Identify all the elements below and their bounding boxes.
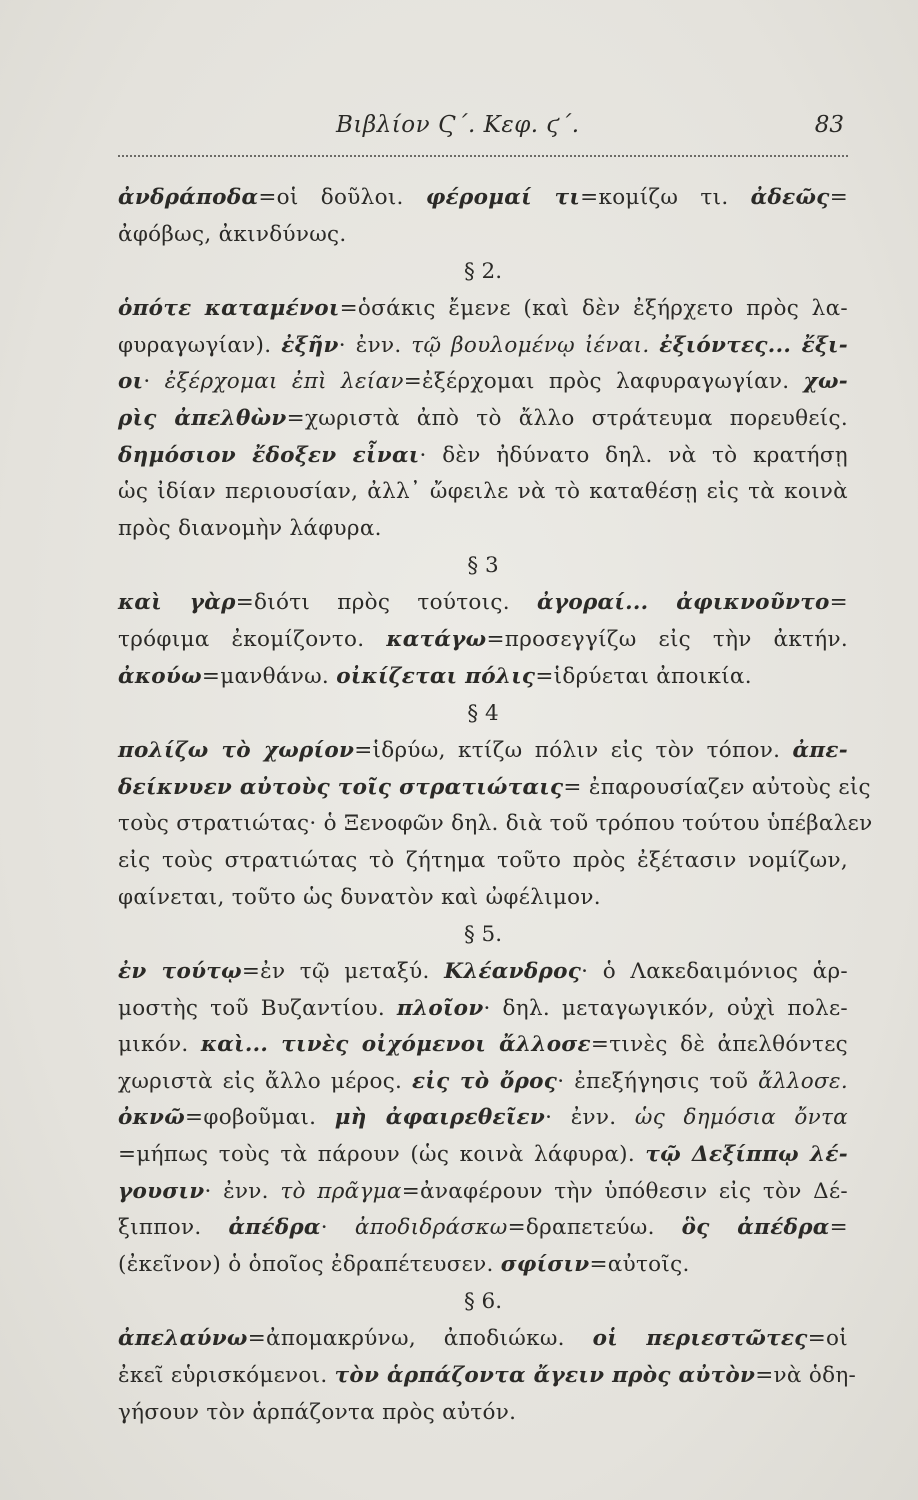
lemma: καὶ γὰρ xyxy=(118,590,236,616)
lemma: ἐν τούτῳ xyxy=(118,959,242,985)
gloss-text: · ἐνν. xyxy=(545,1105,635,1131)
commentary-text xyxy=(118,180,873,1431)
text-line xyxy=(118,1100,848,1137)
text-line xyxy=(118,1174,848,1211)
lemma: οι xyxy=(118,369,144,395)
lemma: φέρομαί τι xyxy=(425,185,581,210)
lemma: ὀκνῶ xyxy=(118,1105,186,1131)
gloss-text: εἰς τοὺς στρατιώτας τὸ ζήτημα τοῦτο πρὸς ἐξέτασιν νομίζων, xyxy=(118,847,848,873)
lemma: ἀδεῶς xyxy=(750,185,830,210)
text-line xyxy=(118,1210,848,1247)
gloss-text: · ἐπεξήγησις τοῦ xyxy=(557,1068,759,1094)
gloss-text: =τινὲς δὲ ἀπελθόντες xyxy=(590,1032,848,1058)
gloss-text: =ἐξέρχομαι πρὸς λαφυραγωγίαν. xyxy=(403,369,804,395)
lemma: ὃς ἀπέδρα xyxy=(681,1215,830,1241)
gloss-text: μοστὴς τοῦ Βυζαντίου. xyxy=(118,995,397,1021)
text-line xyxy=(118,401,848,438)
lemma: Κλέανδρος xyxy=(444,959,582,985)
section-number: § 6. xyxy=(463,1289,503,1315)
gloss-text: πρὸς διανομὴν λάφυρα. xyxy=(118,515,382,541)
lemma: δείκνυεν αὐτοὺς τοῖς στρατιώταις xyxy=(118,774,564,800)
gloss-text: =μανθάνω. xyxy=(201,663,337,689)
gloss-text: =διότι πρὸς τούτοις. xyxy=(235,590,537,616)
gloss-text: =φοβοῦμαι. xyxy=(185,1105,335,1131)
gloss-text: φαίνεται, τοῦτο ὡς δυνατὸν καὶ ὠφέλιμον. xyxy=(118,884,601,910)
lemma: πλοῖον xyxy=(396,995,484,1021)
gloss-text: =ἀπομακρύνω, ἀποδιώκω. xyxy=(247,1326,593,1352)
lemma: τὸν ἁρπάζοντα ἄγειν πρὸς αὐτὸν xyxy=(334,1363,756,1389)
gloss-text: τοὺς στρατιώτας· ὁ Ξενοφῶν δηλ. διὰ τοῦ τρόπου τούτου ὑπέβαλεν xyxy=(118,811,873,837)
text-line xyxy=(118,843,848,880)
text-line xyxy=(118,585,848,622)
gloss-text: γήσουν τὸν ἁρπάζοντα πρὸς αὐτόν. xyxy=(118,1399,517,1425)
text-line xyxy=(118,1064,848,1101)
lemma: ἐξιόντες... ἔξι- xyxy=(659,332,848,358)
italic-gloss: ἐξέρχομαι ἐπὶ λείαν xyxy=(164,369,404,395)
gloss-text: · δὲν ἠδύνατο δηλ. νὰ τὸ κρατήσῃ xyxy=(419,442,848,468)
text-line xyxy=(118,770,871,807)
section-number: § 5. xyxy=(463,922,503,948)
gloss-text: (ἐκεῖνον) ὁ ὁποῖος ἐδραπέτευσεν. xyxy=(118,1251,501,1277)
lemma: οἱ περιεστῶτες xyxy=(592,1326,808,1352)
gloss-text: =ὁσάκις ἔμενε (καὶ δὲν ἐξήρχετο πρὸς λα- xyxy=(339,296,848,322)
gloss-text: ὡς ἰδίαν περιουσίαν, ἀλλ᾽ ὤφειλε νὰ τὸ καταθέσῃ εἰς τὰ κοινὰ xyxy=(118,479,848,505)
gloss-text: · xyxy=(143,369,165,395)
lemma: κατάγω xyxy=(386,626,487,652)
page-number: 83 xyxy=(814,112,844,138)
text-line xyxy=(118,1247,848,1284)
text-line xyxy=(118,659,848,696)
italic-gloss: τὸ πρᾶγμα xyxy=(280,1178,402,1204)
gloss-text: =ἀναφέρουν τὴν ὑπόθεσιν εἰς τὸν Δέ- xyxy=(401,1178,848,1204)
lemma: ἀπελαύνω xyxy=(118,1326,248,1352)
text-line xyxy=(118,291,848,328)
gloss-text: =οἱ δοῦλοι. xyxy=(258,185,426,210)
italic-gloss: ἄλλοσε. xyxy=(758,1068,848,1094)
lemma: πολίζω τὸ χωρίον xyxy=(118,738,355,764)
page-header xyxy=(118,112,848,152)
text-line xyxy=(118,474,848,511)
gloss-text: = xyxy=(829,590,848,616)
gloss-text: =νὰ ὁδη- xyxy=(755,1363,857,1389)
gloss-text: = ἐπαρουσίαζεν αὐτοὺς εἰς xyxy=(563,774,871,800)
lemma: μὴ ἀφαιρεθεῖεν xyxy=(334,1105,546,1131)
text-line xyxy=(118,1137,848,1174)
gloss-text: ἐκεῖ εὑρισκόμενοι. xyxy=(118,1363,335,1389)
gloss-text: =οἱ xyxy=(807,1326,848,1352)
section-number: § 4 xyxy=(467,701,499,727)
text-line xyxy=(118,364,848,401)
lemma: δημόσιον ἔδοξεν εἶναι xyxy=(118,442,420,468)
text-line xyxy=(118,1027,848,1064)
running-title: Βιβλίον Ϛ΄. Κεφ. ϛ΄. xyxy=(336,112,580,138)
lemma: τῷ Δεξίππῳ λέ- xyxy=(645,1142,848,1168)
gloss-text: =χωριστὰ ἀπὸ τὸ ἄλλο στράτευμα πορευθείς. xyxy=(286,405,848,431)
text-line xyxy=(118,806,873,843)
gloss-text: φυραγωγίαν). xyxy=(118,332,282,358)
text-line xyxy=(118,733,848,770)
italic-gloss: ὡς δημόσια ὄντα xyxy=(634,1105,848,1131)
lemma: ἐξῆν xyxy=(281,332,339,358)
gloss-text: =κομίζω τι. xyxy=(580,185,751,210)
italic-gloss: τῷ βουλομένῳ ἰέναι. xyxy=(411,332,650,358)
text-line xyxy=(118,511,848,548)
lemma: ρὶς ἀπελθὼν xyxy=(118,405,287,431)
gloss-text: · xyxy=(320,1215,355,1241)
gloss-text: · ὁ Λακεδαιμόνιος ἁρ- xyxy=(581,959,848,985)
lemma: σφίσιν xyxy=(500,1251,590,1277)
gloss-text: =αὐτοῖς. xyxy=(589,1251,690,1277)
gloss-text: ἀφόβως, ἀκινδύνως. xyxy=(118,221,347,247)
gloss-text: μικόν. xyxy=(118,1032,201,1058)
gloss-text: = xyxy=(829,1215,848,1241)
text-line xyxy=(118,954,848,991)
text-line xyxy=(118,328,848,365)
gloss-text: =ἱδρύω, κτίζω πόλιν εἰς τὸν τόπον. xyxy=(354,738,793,764)
text-line xyxy=(118,1358,857,1395)
gloss-text: =προσεγγίζω εἰς τὴν ἀκτήν. xyxy=(486,626,848,652)
section-number: § 2. xyxy=(463,259,503,285)
lemma: ἀκούω xyxy=(118,663,202,689)
gloss-text: =ἐν τῷ μεταξύ. xyxy=(241,959,445,985)
gloss-text: = xyxy=(829,185,849,210)
gloss-text: · δηλ. μεταγωγικόν, οὐχὶ πολε- xyxy=(483,995,848,1021)
text-line xyxy=(118,1321,848,1358)
gloss-text: · ἐνν. xyxy=(338,332,412,358)
lemma: γουσιν xyxy=(118,1178,205,1204)
text-line xyxy=(118,991,848,1028)
lemma: ἀπε- xyxy=(792,738,848,764)
gloss-text: τρόφιμα ἐκομίζοντο. xyxy=(118,626,387,652)
gloss-text xyxy=(649,333,659,358)
lemma: ἀπέδρα xyxy=(228,1215,321,1241)
gloss-text: =ἱδρύεται ἀποικία. xyxy=(535,663,752,689)
header-dotted-rule xyxy=(118,155,848,157)
lemma: οἰκίζεται πόλις xyxy=(336,663,536,689)
text-line xyxy=(118,622,848,659)
lemma: ὁπότε καταμένοι xyxy=(118,296,340,322)
gloss-text: ξιππον. xyxy=(118,1215,229,1241)
gloss-text: · ἐνν. xyxy=(204,1178,281,1204)
lemma: χω- xyxy=(803,369,848,395)
italic-gloss: ἀποδιδράσκω xyxy=(354,1215,508,1241)
section-number: § 3 xyxy=(467,553,499,579)
lemma: καὶ... τινὲς οἰχόμενοι ἄλλοσε xyxy=(200,1032,591,1058)
lemma: ἀνδράποδα xyxy=(118,185,259,210)
text-line xyxy=(118,217,848,254)
text-line xyxy=(118,180,848,217)
text-line xyxy=(118,1395,848,1432)
text-line xyxy=(118,438,848,475)
lemma: ἀγοραί... ἀφικνοῦντο xyxy=(536,590,830,616)
lemma: εἰς τὸ ὄρος xyxy=(412,1068,558,1094)
gloss-text: χωριστὰ εἰς ἄλλο μέρος. xyxy=(118,1068,413,1094)
gloss-text: =μήπως τοὺς τὰ πάρουν (ὡς κοινὰ λάφυρα). xyxy=(118,1142,646,1168)
text-line xyxy=(118,880,848,917)
gloss-text: =δραπετεύω. xyxy=(507,1215,682,1241)
